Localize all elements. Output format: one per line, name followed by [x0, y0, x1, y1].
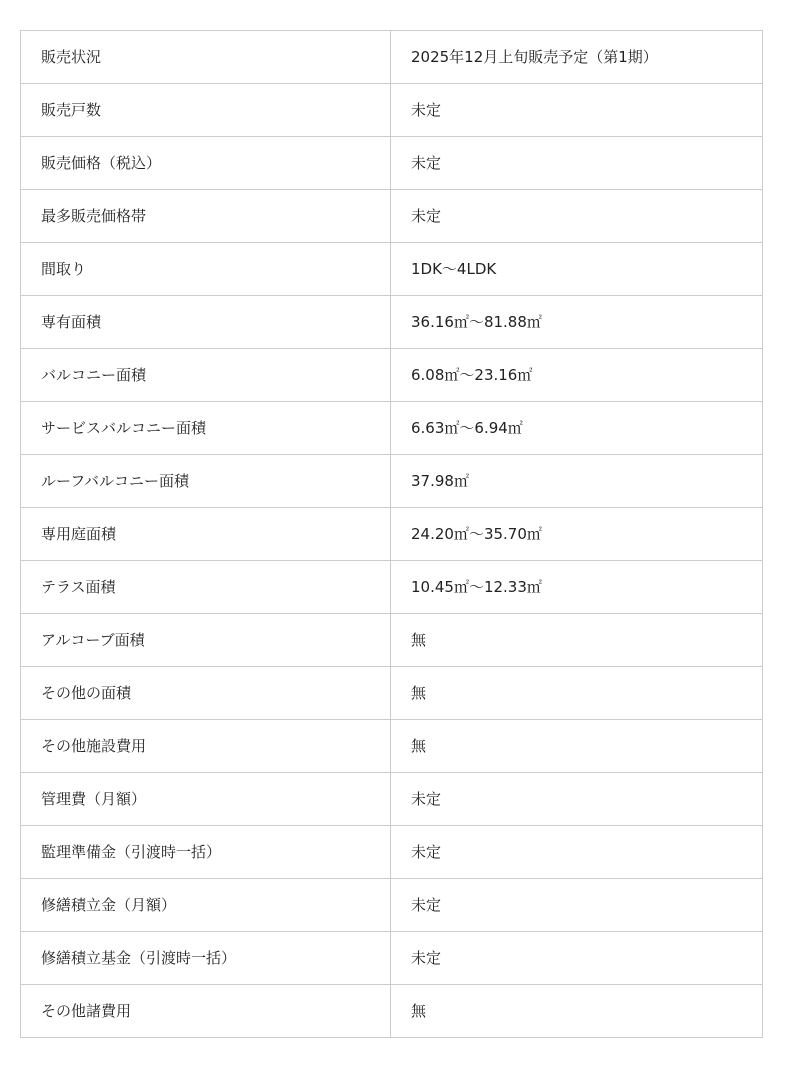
- table-row: [21, 561, 763, 614]
- row-value: 1DK〜4LDK: [391, 243, 763, 296]
- row-value: 未定: [391, 826, 763, 879]
- row-label: 専用庭面積: [21, 508, 391, 561]
- row-label: テラス面積: [21, 561, 391, 614]
- row-label: ルーフバルコニー面積: [21, 455, 391, 508]
- table-row: [21, 508, 763, 561]
- row-label: その他施設費用: [21, 720, 391, 773]
- row-label: 監理準備金（引渡時一括）: [21, 826, 391, 879]
- row-value: 無: [391, 720, 763, 773]
- table-row: [21, 84, 763, 137]
- table-row: [21, 190, 763, 243]
- table-row: [21, 773, 763, 826]
- row-label: バルコニー面積: [21, 349, 391, 402]
- table-row: [21, 296, 763, 349]
- row-label: 販売戸数: [21, 84, 391, 137]
- row-value: 無: [391, 614, 763, 667]
- row-value: 6.63㎡〜6.94㎡: [391, 402, 763, 455]
- table-row: [21, 932, 763, 985]
- row-label: サービスバルコニー面積: [21, 402, 391, 455]
- table-row: [21, 243, 763, 296]
- row-label: アルコーブ面積: [21, 614, 391, 667]
- row-value: 未定: [391, 932, 763, 985]
- table-row: [21, 402, 763, 455]
- table-row: [21, 667, 763, 720]
- table-row: [21, 879, 763, 932]
- table-row: [21, 31, 763, 84]
- row-label: その他諸費用: [21, 985, 391, 1038]
- row-value: 36.16㎡〜81.88㎡: [391, 296, 763, 349]
- row-label: 修繕積立基金（引渡時一括）: [21, 932, 391, 985]
- row-value: 未定: [391, 137, 763, 190]
- row-label: 販売価格（税込）: [21, 137, 391, 190]
- property-spec-table: [20, 30, 763, 1038]
- row-value: 未定: [391, 879, 763, 932]
- row-value: 6.08㎡〜23.16㎡: [391, 349, 763, 402]
- spec-table-body: [21, 31, 763, 1038]
- row-value: 無: [391, 985, 763, 1038]
- table-row: [21, 826, 763, 879]
- table-row: [21, 455, 763, 508]
- row-label: 最多販売価格帯: [21, 190, 391, 243]
- row-label: その他の面積: [21, 667, 391, 720]
- row-value: 24.20㎡〜35.70㎡: [391, 508, 763, 561]
- row-value: 37.98㎡: [391, 455, 763, 508]
- row-value: 無: [391, 667, 763, 720]
- row-value: 未定: [391, 773, 763, 826]
- row-value: 未定: [391, 84, 763, 137]
- row-label: 間取り: [21, 243, 391, 296]
- table-row: [21, 985, 763, 1038]
- table-row: [21, 137, 763, 190]
- row-label: 管理費（月額）: [21, 773, 391, 826]
- row-label: 販売状況: [21, 31, 391, 84]
- row-label: 専有面積: [21, 296, 391, 349]
- row-value: 2025年12月上旬販売予定（第1期）: [391, 31, 763, 84]
- row-value: 未定: [391, 190, 763, 243]
- property-spec-section: [20, 30, 762, 1038]
- row-label: 修繕積立金（月額）: [21, 879, 391, 932]
- row-value: 10.45㎡〜12.33㎡: [391, 561, 763, 614]
- table-row: [21, 720, 763, 773]
- table-row: [21, 614, 763, 667]
- table-row: [21, 349, 763, 402]
